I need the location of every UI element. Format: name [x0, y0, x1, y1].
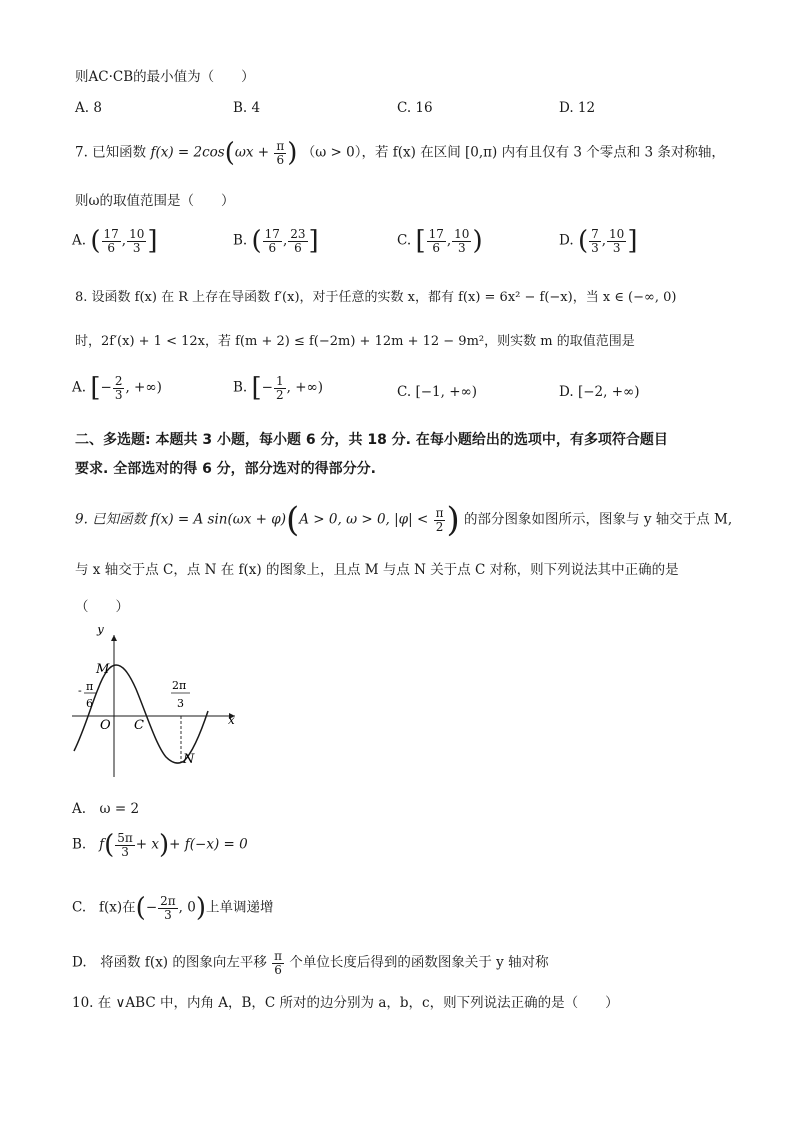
left-tick-den: 6 — [86, 697, 93, 710]
section2-heading-line2: 要求. 全部选对的得 6 分，部分选对的得部分分. — [75, 461, 376, 477]
point-m-label: M — [96, 662, 110, 677]
q6-option-a[interactable]: A. 8 — [75, 100, 102, 116]
q9-option-d[interactable]: D. 将函数 f(x) 的图象向左平移 $\frac{\pi}{6}$ 个单位长度后得到的函数图象关于 y 轴对称 — [72, 949, 549, 977]
q7-option-a[interactable]: A. ( $\frac{17}{6}$ , $\frac{10}{3}$ ] — [72, 226, 158, 257]
q6-option-b[interactable]: B. 4 — [233, 100, 261, 116]
q7-frac: $\frac{\pi}{6}$ — [276, 139, 285, 167]
right-tick-num: 2π — [172, 679, 187, 692]
x-axis-label: x — [228, 713, 235, 727]
q7-option-c[interactable]: C. [ $\frac{17}{6}$ , $\frac{10}{3}$ ) — [397, 226, 483, 257]
origin-label: O — [100, 718, 111, 733]
section2-heading-line1: 二、多选题: 本题共 3 小题，每小题 6 分，共 18 分. 在每小题给出的选项中，有多项符合题目 — [75, 432, 668, 448]
q9-option-c[interactable]: C. f(x)在(− $\frac{2\pi}{3}$ , 0)上单调递增 — [72, 893, 274, 924]
q7-option-b[interactable]: B. ( $\frac{17}{6}$ , $\frac{23}{6}$ ] — [233, 226, 319, 257]
left-tick-num: π — [86, 680, 94, 693]
point-n-label: N — [183, 752, 195, 767]
q9-option-b[interactable]: B. f( $\frac{5\pi}{3}$ + x)+ f(−x) = 0 — [72, 830, 248, 861]
point-c-label: C — [134, 718, 144, 733]
q9-function-graph — [70, 627, 245, 782]
q6-option-d[interactable]: D. 12 — [559, 100, 596, 116]
q9-option-a[interactable]: A. ω = 2 — [72, 801, 140, 817]
q9-stem-line2: 与 x 轴交于点 C，点 N 在 f(x) 的图象上，且点 M 与点 N 关于点 C 对称，则下列说法其中正确的是 — [75, 562, 679, 578]
q6-option-c[interactable]: C. 16 — [397, 100, 433, 116]
y-axis-label: y — [97, 627, 104, 636]
sine-curve — [74, 665, 208, 763]
q7-stem-line1: 7. 已知函数 f(x) = 2cos(ωx + $\frac{\pi}{6}$ ) （ω > 0），若 f(x) 在区间 [0,π) 内有且仅有 3 个零点和 3 条对称轴， — [75, 138, 725, 169]
q8-option-b[interactable]: B. [− $\frac{1}{2}$ , +∞) — [233, 373, 324, 404]
q6-question-tail: 则AC·CB的最小值为（ ） — [75, 69, 255, 85]
q7-stem-line2: 则ω的取值范围是（ ） — [75, 193, 235, 209]
q10-stem: 10. 在 ∨ABC 中，内角 A，B，C 所对的边分别为 a，b，c，则下列说法正确的是（ ） — [72, 995, 619, 1011]
q7-option-d[interactable]: D. ( $\frac{7}{3}$ , $\frac{10}{3}$ ] — [559, 226, 638, 257]
q8-option-c[interactable]: C. [−1, +∞) — [397, 384, 478, 400]
q9-stem-line1: 9. 已知函数 f(x) = A sin(ωx + φ)(A > 0, ω > 0, |φ| < $\frac{\pi}{2}$ ) 的部分图象如图所示，图象与 y 轴交于点 M, — [75, 500, 733, 540]
right-tick-den: 3 — [177, 697, 184, 710]
q8-option-d[interactable]: D. [−2, +∞) — [559, 384, 640, 400]
q9-stem-line3: （ ） — [75, 599, 129, 615]
q8-stem-line1: 8. 设函数 f(x) 在 R 上存在导函数 f′(x)，对于任意的实数 x，都有 f(x) = 6x² − f(−x)，当 x ∈ (−∞, 0) — [75, 290, 677, 305]
left-tick-sign: - — [78, 684, 82, 697]
q8-option-a[interactable]: A. [− $\frac{2}{3}$ , +∞) — [72, 373, 162, 404]
q8-stem-line2: 时，2f′(x) + 1 < 12x，若 f(m + 2) ≤ f(−2m) + 12m + 12 − 9m²，则实数 m 的取值范围是 — [75, 334, 635, 349]
